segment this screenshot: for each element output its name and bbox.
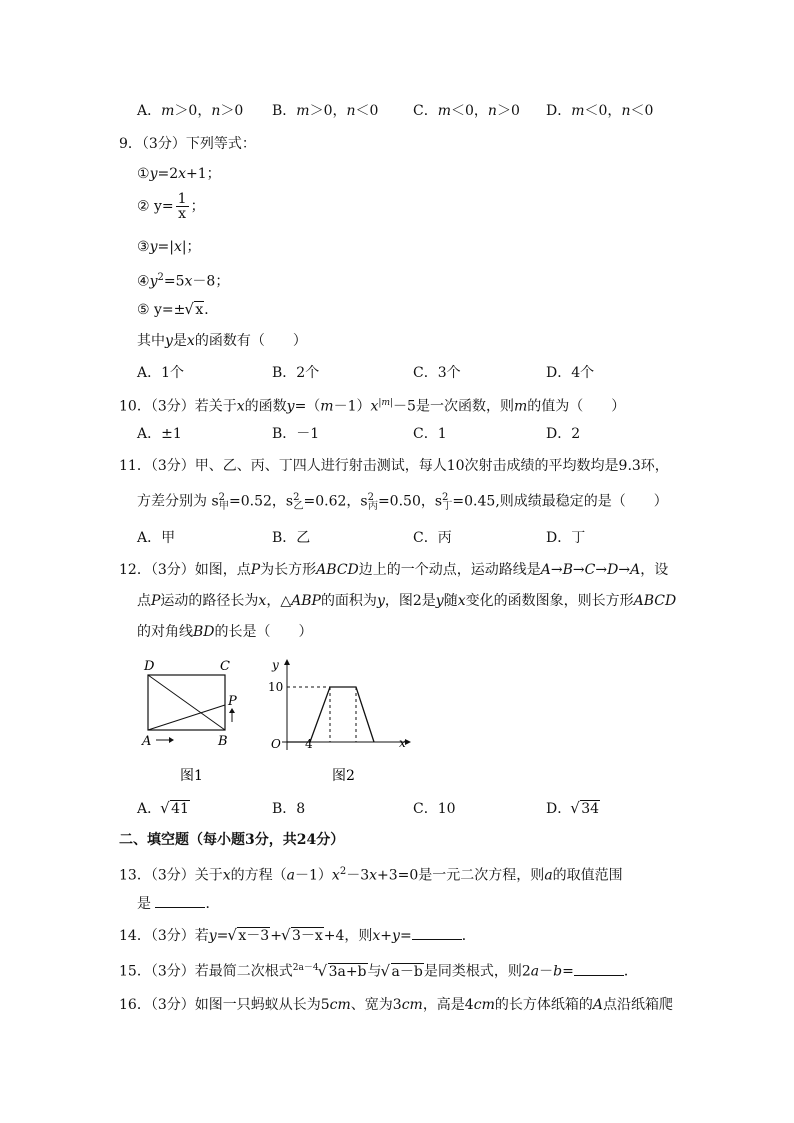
diagonal-db <box>148 675 225 730</box>
q12-stem-line3: 的对角线BD的长是（ ） <box>137 624 313 640</box>
q8-option-a: A．m＞0，n＞0 <box>137 103 244 119</box>
section-2-heading: 二、填空题（每小题3分，共24分） <box>119 832 345 848</box>
arrow-right-icon <box>169 737 174 743</box>
q9-option-a: A．1个 <box>137 365 185 381</box>
q9-item-2: ② y= $\frac{1}{x}$ ； <box>137 191 205 222</box>
q16: 16．（3分）如图一只蚂蚁从长为5cm、宽为3cm，高是4cm的长方体纸箱的A点沿纸箱爬 <box>119 997 673 1013</box>
segment-ap <box>148 705 225 730</box>
fig2-tick-4: 4 <box>305 737 313 751</box>
q9-option-d: D．4个 <box>546 365 595 381</box>
q11-option-c: C．丙 <box>413 530 452 546</box>
q11-stem-line1: 11．（3分）甲、乙、丙、丁四人进行射击测试，每人10次射击成绩的平均数均是9.3环， <box>119 458 669 474</box>
q8-option-c: C．m＜0，n＞0 <box>413 103 520 119</box>
y-axis-arrow-icon <box>284 659 290 665</box>
fig1-label-d: D <box>144 659 155 674</box>
fig2-label-x: x <box>399 736 406 750</box>
fig2-tick-10: 10 <box>268 680 284 694</box>
q10-option-d: D．2 <box>546 426 581 442</box>
q13-line1: 13．（3分）关于x的方程$(a-1)x^2-3x+3=0$是一元二次方程，则a的取值范围 <box>119 866 623 884</box>
q12-option-a: A．√ 41 <box>137 799 190 819</box>
q9-option-b: B．2个 <box>272 365 320 381</box>
q9-question: 其中y是x的函数有（ ） <box>137 333 307 349</box>
fig2-label-y: y <box>272 658 279 672</box>
q9-option-c: C．3个 <box>413 365 461 381</box>
q15: 15．（3分）若最简二次根式$^{2a-4}$√ 3a+b与√ a－b是同类根式，则2a－b= ． <box>119 958 638 982</box>
fig1-label-p: P <box>228 694 237 709</box>
q13-answer-blank[interactable] <box>155 893 205 908</box>
fig1-label-b: B <box>218 734 228 749</box>
q9-item-1: ①y=2x+1； <box>137 166 221 182</box>
x-axis-arrow-icon <box>405 739 411 745</box>
q11-stem-line2: 方差分别为 $s^2_甲=0.52$，$s^2_乙=0.62$，$s^2_丙=0.50$，$s^2_丁=0.45$,则成绩最稳定的是（ ） <box>137 492 668 513</box>
q8-option-d: D．m＜0，n＜0 <box>546 103 654 119</box>
q11-option-d: D．丁 <box>546 530 586 546</box>
fig2-caption: 图2 <box>332 768 355 784</box>
q8-option-b: B．m＞0，n＜0 <box>272 103 379 119</box>
q14-answer-blank[interactable] <box>412 925 462 940</box>
q9-item-4: $④y^2=5x-8$； <box>137 272 230 290</box>
q10-stem: 10．（3分）若关于x的函数$y=(m-1)x^{|m|}-5$是一次函数，则m的值为（ ） <box>119 398 626 415</box>
q12-figure-1 <box>138 655 248 785</box>
q12-stem-line1: 12．（3分）如图，点P为长方形ABCD边上的一个动点，运动路线是A→B→C→D→A，设 <box>119 562 669 578</box>
fig1-caption: 图1 <box>180 768 203 784</box>
q13-line2: 是 ． <box>137 893 219 914</box>
q12-stem-line2: 点P运动的路径长为x，△ABP的面积为y，图2是y随x变化的函数图象，则长方形ABCD <box>137 593 677 609</box>
q14: 14．（3分）若y=√ x－3+√ 3－x+4，则x+y= ． <box>119 925 476 946</box>
q10-option-c: C．1 <box>413 426 447 442</box>
q10-option-a: A．±1 <box>137 426 182 442</box>
q9-item-3: ③y=|x|； <box>137 239 201 255</box>
q11-option-b: B．乙 <box>272 530 311 546</box>
fig1-label-a: A <box>142 734 152 749</box>
q12-option-c: C．10 <box>413 801 456 817</box>
fig1-label-c: C <box>220 659 230 674</box>
q11-option-a: A．甲 <box>137 530 176 546</box>
fig2-label-origin: O <box>271 737 281 751</box>
q9-item-5: ⑤ y=±√ x． <box>137 300 218 320</box>
q12-option-b: B．8 <box>272 801 306 817</box>
q12-figure-2 <box>262 655 417 785</box>
q12-option-d: D．√ 34 <box>546 799 600 819</box>
q10-option-b: B．－1 <box>272 426 320 442</box>
q9-stem: 9．（3分）下列等式： <box>119 136 256 152</box>
q15-answer-blank[interactable] <box>574 961 624 976</box>
